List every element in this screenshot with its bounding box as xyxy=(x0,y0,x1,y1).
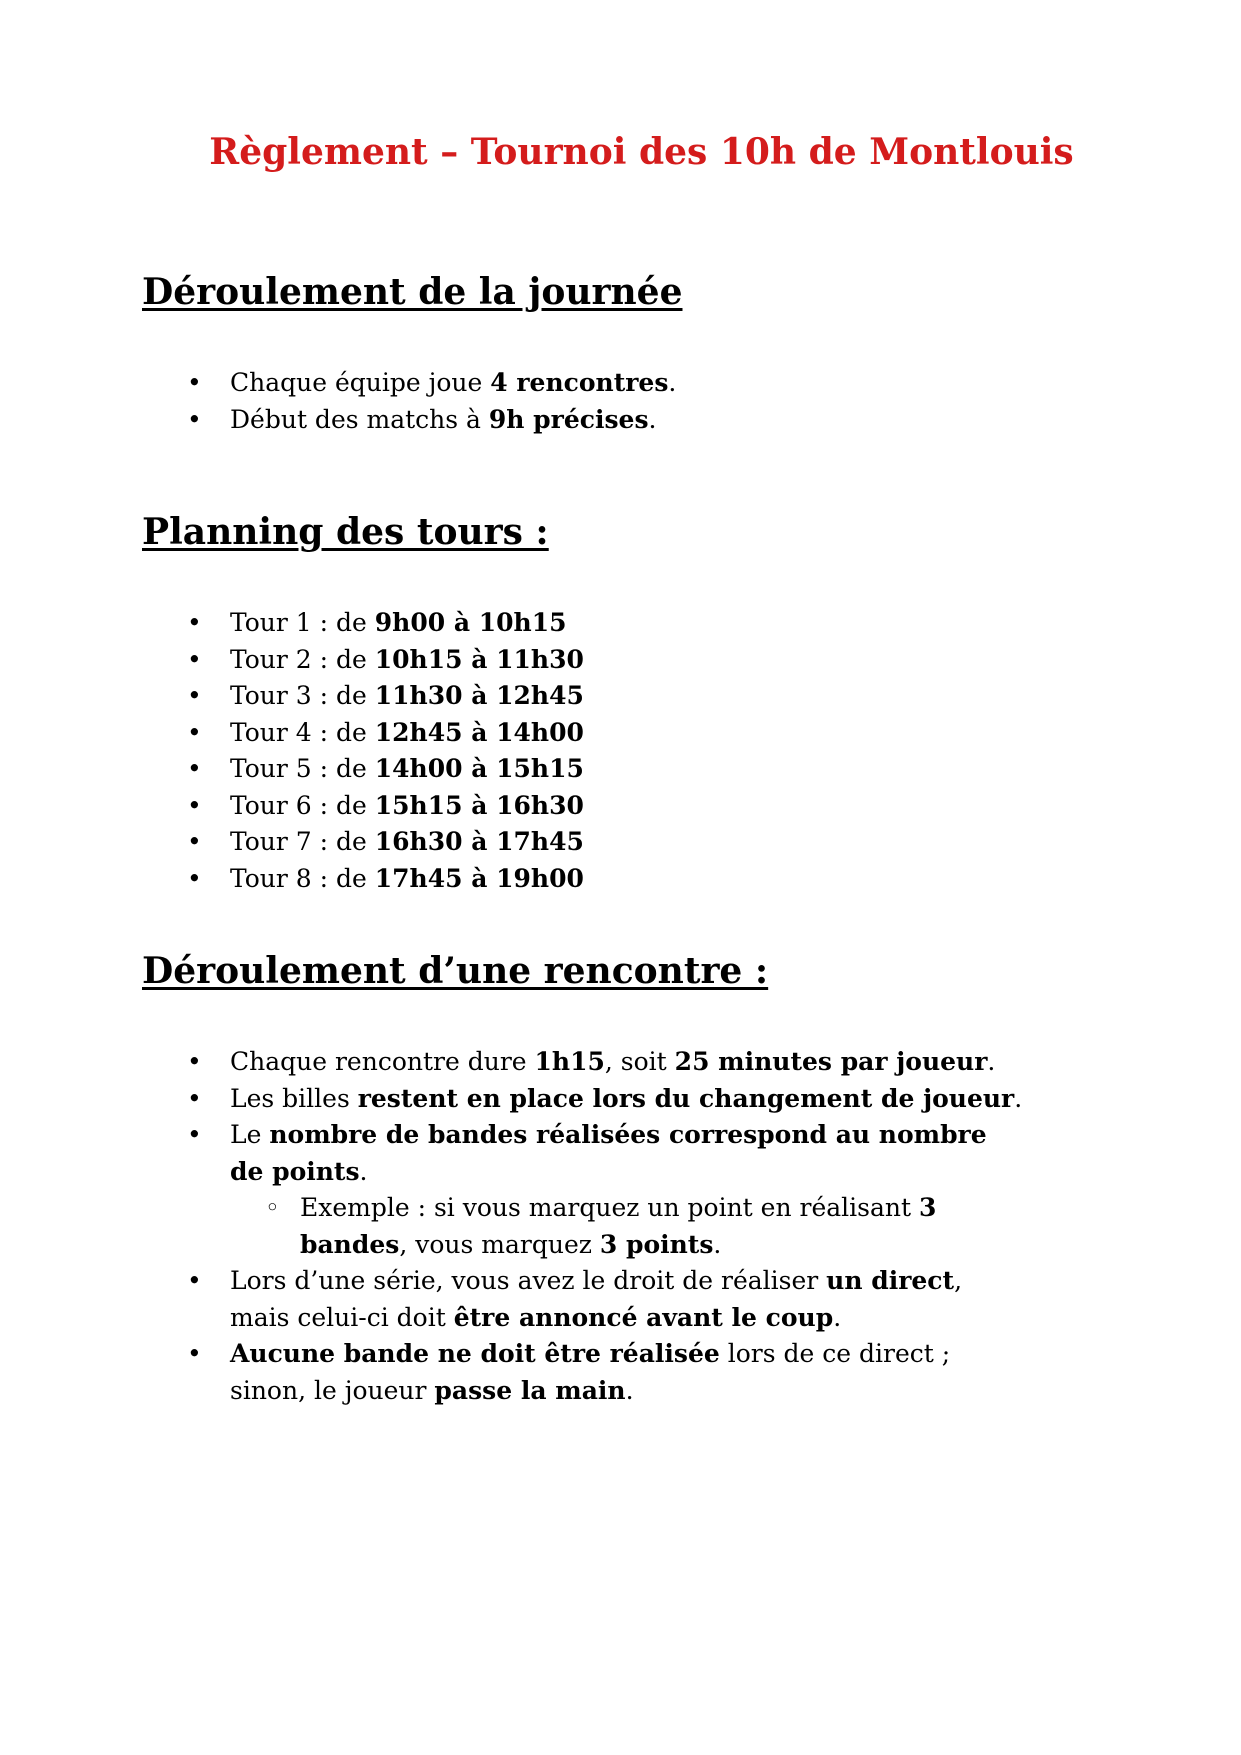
bold-text-run: 14h00 à 15h15 xyxy=(374,754,584,783)
text-run: , xyxy=(954,1266,963,1295)
bold-text-run: 17h45 à 19h00 xyxy=(374,863,584,893)
text-run: Tour 6 : de xyxy=(230,790,375,820)
text-run: . xyxy=(359,1156,368,1186)
bold-text-run: 12h45 à 14h00 xyxy=(374,717,584,747)
sub-list xyxy=(230,1190,1141,1263)
text-line xyxy=(230,402,1141,439)
text-run: Tour 5 : de xyxy=(230,754,375,783)
bold-text-run: 16h30 à 17h45 xyxy=(374,827,584,856)
page-title: Règlement – Tournoi des 10h de Montlouis xyxy=(209,131,1074,173)
list-item xyxy=(142,824,1141,861)
text-run: Les billes xyxy=(230,1083,358,1113)
bold-text-run: de points xyxy=(230,1156,360,1186)
rounds-planning-list xyxy=(142,605,1141,897)
text-run: . xyxy=(648,404,657,434)
bold-text-run: passe la main xyxy=(434,1375,626,1405)
bold-text-run: bandes xyxy=(300,1229,400,1259)
section-day-schedule xyxy=(142,270,1141,438)
list-item xyxy=(142,715,1141,752)
text-run: . xyxy=(1014,1083,1023,1113)
bold-text-run: 4 rencontres xyxy=(490,368,669,397)
bold-text-run: 10h15 à 11h30 xyxy=(374,644,584,674)
section-heading-rounds-planning: Planning des tours : xyxy=(142,511,549,553)
list-item xyxy=(142,642,1141,679)
bold-text-run: 15h15 à 16h30 xyxy=(374,790,584,820)
bold-text-run: 25 minutes par joueur xyxy=(674,1047,988,1076)
section-match-rules xyxy=(142,949,1141,1409)
day-schedule-list xyxy=(142,365,1141,438)
bold-text-run: être annoncé avant le coup xyxy=(453,1302,834,1332)
text-run: Tour 2 : de xyxy=(230,644,375,674)
text-line xyxy=(230,751,1141,788)
text-run: Tour 3 : de xyxy=(230,681,375,710)
list-item xyxy=(142,1336,1141,1409)
text-run: . xyxy=(833,1302,842,1332)
bold-text-run: 3 points xyxy=(599,1229,714,1259)
text-line xyxy=(300,1227,1141,1264)
text-line xyxy=(230,1336,1141,1373)
text-line xyxy=(230,824,1141,861)
text-run: lors de ce direct ; xyxy=(719,1339,951,1368)
text-line xyxy=(230,1154,1141,1191)
text-line xyxy=(230,1117,1141,1154)
text-line xyxy=(230,1373,1141,1410)
text-line xyxy=(230,1300,1141,1337)
bold-text-run: Aucune bande ne doit être réalisée xyxy=(230,1339,720,1368)
text-run: Tour 7 : de xyxy=(230,827,375,856)
bold-text-run: un direct xyxy=(826,1266,955,1295)
text-run: , vous marquez xyxy=(399,1229,600,1259)
text-run: . xyxy=(668,368,677,397)
bold-text-run: 3 xyxy=(918,1193,937,1222)
text-line xyxy=(300,1190,1141,1227)
text-line xyxy=(230,1263,1141,1300)
text-run: Le xyxy=(230,1120,270,1149)
bold-text-run: 1h15 xyxy=(534,1047,605,1076)
text-line xyxy=(230,861,1141,898)
text-run: Chaque rencontre dure xyxy=(230,1047,535,1076)
bold-text-run: 9h00 à 10h15 xyxy=(374,608,567,637)
match-rules-list xyxy=(142,1044,1141,1409)
text-line xyxy=(230,365,1141,402)
text-run: Exemple : si vous marquez un point en réalisant xyxy=(300,1193,919,1222)
text-run: Tour 1 : de xyxy=(230,608,375,637)
text-line xyxy=(230,715,1141,752)
list-item xyxy=(142,751,1141,788)
list-item xyxy=(142,1044,1141,1081)
section-heading-day-schedule: Déroulement de la journée xyxy=(142,271,683,313)
text-run: Début des matchs à xyxy=(230,404,489,434)
text-run: . xyxy=(713,1229,722,1259)
list-item xyxy=(142,1081,1141,1118)
text-run: sinon, le joueur xyxy=(230,1375,435,1405)
list-item xyxy=(142,365,1141,402)
list-item xyxy=(142,402,1141,439)
text-line xyxy=(230,605,1141,642)
list-item xyxy=(142,1263,1141,1336)
bold-text-run: restent en place lors du changement de joueur xyxy=(357,1083,1015,1113)
text-run: . xyxy=(987,1047,996,1076)
section-heading-match-rules: Déroulement d’une rencontre : xyxy=(142,950,769,992)
text-run: , soit xyxy=(604,1047,675,1076)
sub-list-item xyxy=(230,1190,1141,1263)
bold-text-run: 9h précises xyxy=(488,404,649,434)
text-run: Lors d’une série, vous avez le droit de réaliser xyxy=(230,1266,827,1295)
text-line xyxy=(230,788,1141,825)
text-line xyxy=(230,642,1141,679)
text-run: Chaque équipe joue xyxy=(230,368,491,397)
text-line xyxy=(230,1044,1141,1081)
text-run: Tour 4 : de xyxy=(230,717,375,747)
text-run: Tour 8 : de xyxy=(230,863,375,893)
bold-text-run: 11h30 à 12h45 xyxy=(374,681,584,710)
list-item xyxy=(142,678,1141,715)
list-item xyxy=(142,605,1141,642)
text-run: . xyxy=(625,1375,634,1405)
text-run: mais celui-ci doit xyxy=(230,1302,454,1332)
section-rounds-planning xyxy=(142,510,1141,897)
bold-text-run: nombre de bandes réalisées correspond au nombre xyxy=(269,1120,987,1149)
list-item xyxy=(142,788,1141,825)
list-item xyxy=(142,861,1141,898)
text-line xyxy=(230,1081,1141,1118)
list-item xyxy=(142,1117,1141,1263)
text-line xyxy=(230,678,1141,715)
